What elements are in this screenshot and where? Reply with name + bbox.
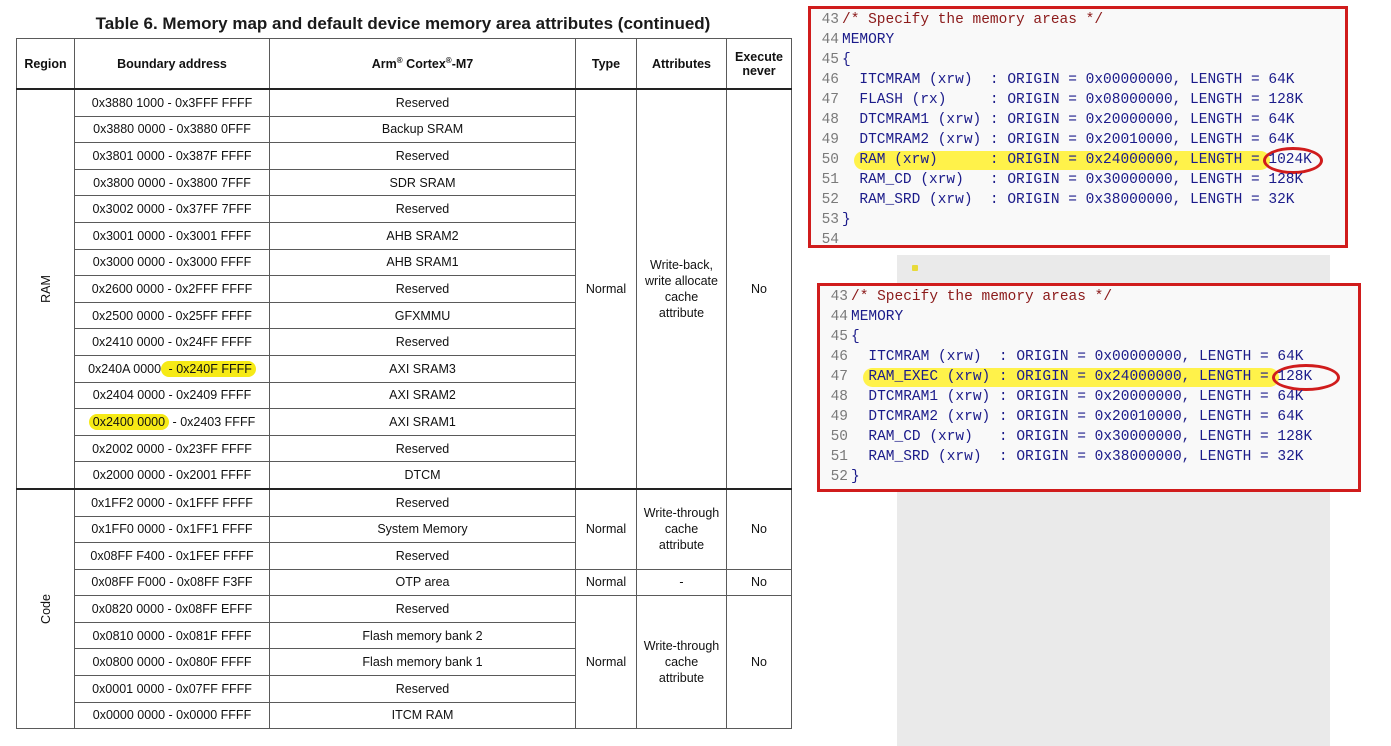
header-execute-never: Execute never	[727, 39, 792, 90]
code-line	[811, 110, 1312, 130]
attribute-text: Write-through	[643, 506, 720, 521]
region-label: RAM	[38, 275, 53, 303]
area-name-cell: Flash memory bank 1	[270, 649, 576, 676]
line-number: 48	[821, 112, 839, 128]
line-number: 46	[830, 349, 848, 365]
area-name-cell: Reserved	[270, 676, 576, 703]
boundary-address-cell: 0x3000 0000 - 0x3000 FFFF	[75, 249, 270, 276]
region-cell-ram	[17, 89, 75, 489]
line-number: 43	[830, 289, 848, 305]
area-name-cell: System Memory	[270, 516, 576, 543]
area-name-cell: Reserved	[270, 435, 576, 462]
code-line	[811, 170, 1312, 190]
boundary-address-cell: 0x3800 0000 - 0x3800 7FFF	[75, 169, 270, 196]
line-number: 52	[821, 192, 839, 208]
code-line	[820, 407, 1312, 427]
memory-map-table	[16, 38, 792, 729]
code-line	[820, 327, 1312, 347]
code-text: DTCMRAM1 (xrw) : ORIGIN = 0x20000000, LENGTH = 64K	[842, 112, 1295, 128]
code-line	[820, 287, 1312, 307]
area-name-cell: Reserved	[270, 196, 576, 223]
type-cell: Normal	[576, 596, 637, 729]
boundary-address-cell: 0x0001 0000 - 0x07FF FFFF	[75, 676, 270, 703]
code-line	[820, 467, 1312, 487]
address-end: 0x2403 FFFF	[180, 414, 256, 429]
boundary-address-cell: 0x0810 0000 - 0x081F FFFF	[75, 622, 270, 649]
table-row	[17, 569, 792, 596]
line-number: 52	[830, 469, 848, 485]
code-line	[820, 387, 1312, 407]
code-text: DTCMRAM2 (xrw) : ORIGIN = 0x20010000, LENGTH = 64K	[842, 132, 1295, 148]
type-cell: Normal	[576, 569, 637, 596]
execute-never-cell: No	[727, 569, 792, 596]
code-text: RAM_CD (xrw) : ORIGIN = 0x30000000, LENGTH = 128K	[851, 429, 1313, 445]
area-name-cell: Backup SRAM	[270, 116, 576, 143]
line-number: 44	[821, 32, 839, 48]
code-text: DTCMRAM2 (xrw) : ORIGIN = 0x20010000, LENGTH = 64K	[851, 409, 1304, 425]
line-number: 47	[821, 92, 839, 108]
line-number: 49	[821, 132, 839, 148]
code-listing-modified	[820, 287, 1312, 487]
linker-script-modified	[817, 283, 1361, 492]
header-type: Type	[576, 39, 637, 90]
boundary-address-cell: 0x0800 0000 - 0x080F FFFF	[75, 649, 270, 676]
code-text: {	[851, 329, 860, 345]
line-number: 49	[830, 409, 848, 425]
table-body	[17, 89, 792, 729]
area-name-cell: AHB SRAM2	[270, 222, 576, 249]
line-number: 46	[821, 72, 839, 88]
code-line	[811, 30, 1312, 50]
table-row	[17, 89, 792, 116]
header-attributes: Attributes	[637, 39, 727, 90]
execute-never-cell: No	[727, 489, 792, 569]
boundary-address-cell: 0x3001 0000 - 0x3001 FFFF	[75, 222, 270, 249]
area-name-cell: Reserved	[270, 489, 576, 516]
code-line	[811, 230, 1312, 248]
area-name-cell: Flash memory bank 2	[270, 622, 576, 649]
code-line	[811, 90, 1312, 110]
address-start: 0x240A 0000	[88, 361, 162, 376]
attribute-text: Write-back,	[650, 257, 713, 272]
area-name-cell: AXI SRAM2	[270, 382, 576, 409]
area-name-cell: Reserved	[270, 276, 576, 303]
attribute-text: attribute	[658, 538, 705, 553]
attributes-cell	[637, 489, 727, 569]
line-number: 54	[821, 232, 839, 248]
area-name-cell: OTP area	[270, 569, 576, 596]
boundary-address-cell: 0x08FF F000 - 0x08FF F3FF	[75, 569, 270, 596]
code-line	[811, 10, 1312, 30]
line-number: 48	[830, 389, 848, 405]
code-text: ITCMRAM (xrw) : ORIGIN = 0x00000000, LENGTH = 64K	[851, 349, 1304, 365]
boundary-address-cell	[75, 409, 270, 436]
boundary-address-cell: 0x2500 0000 - 0x25FF FFFF	[75, 302, 270, 329]
address-separator: -	[169, 414, 181, 429]
attribute-text: cache	[664, 522, 699, 537]
boundary-address-cell: 0x2410 0000 - 0x24FF FFFF	[75, 329, 270, 356]
code-line	[820, 347, 1312, 367]
boundary-address-cell: 0x08FF F400 - 0x1FEF FFFF	[75, 543, 270, 570]
code-text: RAM_EXEC (xrw) : ORIGIN = 0x24000000, LENGTH = 128K	[851, 369, 1313, 385]
boundary-address-cell: 0x1FF0 0000 - 0x1FF1 FFFF	[75, 516, 270, 543]
code-comment: /* Specify the memory areas */	[842, 12, 1104, 28]
code-line	[820, 447, 1312, 467]
highlighted-code-line	[811, 150, 1312, 170]
code-text: MEMORY	[842, 32, 895, 48]
highlighted-code-line	[820, 367, 1312, 387]
header-region: Region	[17, 39, 75, 90]
table-row	[17, 489, 792, 516]
line-number: 53	[821, 212, 839, 228]
area-name-cell: AXI SRAM3	[270, 355, 576, 382]
execute-never-cell: No	[727, 596, 792, 729]
attribute-text: attribute	[658, 671, 705, 686]
boundary-address-cell: 0x2404 0000 - 0x2409 FFFF	[75, 382, 270, 409]
code-text: RAM_CD (xrw) : ORIGIN = 0x30000000, LENGTH = 128K	[842, 172, 1304, 188]
code-text: }	[842, 212, 851, 228]
table-title: Table 6. Memory map and default device memory area attributes (continued)	[95, 14, 711, 33]
code-text: MEMORY	[851, 309, 904, 325]
attributes-cell: -	[637, 569, 727, 596]
line-number: 45	[821, 52, 839, 68]
attribute-text: cache	[664, 289, 699, 304]
area-name-cell: Reserved	[270, 143, 576, 170]
area-name-cell: SDR SRAM	[270, 169, 576, 196]
line-number: 43	[821, 12, 839, 28]
boundary-address-cell: 0x3002 0000 - 0x37FF 7FFF	[75, 196, 270, 223]
type-cell: Normal	[576, 89, 637, 489]
header-arm-cortex: Arm® Cortex®-M7	[270, 39, 576, 90]
code-text: RAM (xrw) : ORIGIN = 0x24000000, LENGTH = 1024K	[842, 152, 1312, 168]
boundary-address-cell: 0x0000 0000 - 0x0000 FFFF	[75, 702, 270, 729]
highlighted-address-start: 0x2400 0000	[89, 414, 169, 430]
code-line	[811, 70, 1312, 90]
area-name-cell: ITCM RAM	[270, 702, 576, 729]
area-name-cell: Reserved	[270, 596, 576, 623]
attribute-text: write allocate	[645, 273, 718, 288]
boundary-address-cell: 0x2002 0000 - 0x23FF FFFF	[75, 435, 270, 462]
area-name-cell: AXI SRAM1	[270, 409, 576, 436]
code-line	[820, 307, 1312, 327]
area-name-cell: Reserved	[270, 543, 576, 570]
table-header-row	[17, 39, 792, 90]
code-text: RAM_SRD (xrw) : ORIGIN = 0x38000000, LENGTH = 32K	[842, 192, 1295, 208]
boundary-address-cell: 0x2000 0000 - 0x2001 FFFF	[75, 462, 270, 489]
code-line	[811, 210, 1312, 230]
line-number: 51	[821, 172, 839, 188]
code-comment: /* Specify the memory areas */	[851, 289, 1113, 305]
line-number: 51	[830, 449, 848, 465]
line-number: 47	[830, 369, 848, 385]
area-name-cell: AHB SRAM1	[270, 249, 576, 276]
header-boundary-address: Boundary address	[75, 39, 270, 90]
code-text: ITCMRAM (xrw) : ORIGIN = 0x00000000, LENGTH = 64K	[842, 72, 1295, 88]
boundary-address-cell: 0x2600 0000 - 0x2FFF FFFF	[75, 276, 270, 303]
code-text: }	[851, 469, 860, 485]
code-text: FLASH (rx) : ORIGIN = 0x08000000, LENGTH = 128K	[842, 92, 1304, 108]
area-name-cell: GFXMMU	[270, 302, 576, 329]
attribute-text: attribute	[658, 305, 705, 320]
execute-never-cell: No	[727, 89, 792, 489]
area-name-cell: Reserved	[270, 89, 576, 116]
line-number: 44	[830, 309, 848, 325]
boundary-address-cell: 0x3880 1000 - 0x3FFF FFFF	[75, 89, 270, 116]
attribute-text: cache	[664, 655, 699, 670]
code-line	[811, 130, 1312, 150]
line-number: 45	[830, 329, 848, 345]
boundary-address-cell: 0x3880 0000 - 0x3880 0FFF	[75, 116, 270, 143]
boundary-address-cell: 0x1FF2 0000 - 0x1FFF FFFF	[75, 489, 270, 516]
type-cell: Normal	[576, 489, 637, 569]
code-line	[811, 190, 1312, 210]
line-number: 50	[821, 152, 839, 168]
code-text: {	[842, 52, 851, 68]
linker-script-original	[808, 6, 1348, 248]
attributes-cell	[637, 596, 727, 729]
code-listing-original	[811, 10, 1312, 248]
attributes-cell	[637, 89, 727, 489]
gutter-marker	[912, 265, 918, 271]
area-name-cell: Reserved	[270, 329, 576, 356]
boundary-address-cell: 0x3801 0000 - 0x387F FFFF	[75, 143, 270, 170]
attribute-text: Write-through	[643, 639, 720, 654]
boundary-address-cell: 0x0820 0000 - 0x08FF EFFF	[75, 596, 270, 623]
highlighted-address-end: 0x240F FFFF	[176, 361, 256, 377]
code-text: RAM_SRD (xrw) : ORIGIN = 0x38000000, LENGTH = 32K	[851, 449, 1304, 465]
region-cell-code	[17, 489, 75, 729]
code-line	[811, 50, 1312, 70]
boundary-address-cell	[75, 355, 270, 382]
line-number: 50	[830, 429, 848, 445]
address-separator: -	[161, 361, 176, 377]
table-row	[17, 596, 792, 623]
area-name-cell: DTCM	[270, 462, 576, 489]
region-label: Code	[38, 594, 53, 625]
code-text: DTCMRAM1 (xrw) : ORIGIN = 0x20000000, LENGTH = 64K	[851, 389, 1304, 405]
code-line	[820, 427, 1312, 447]
